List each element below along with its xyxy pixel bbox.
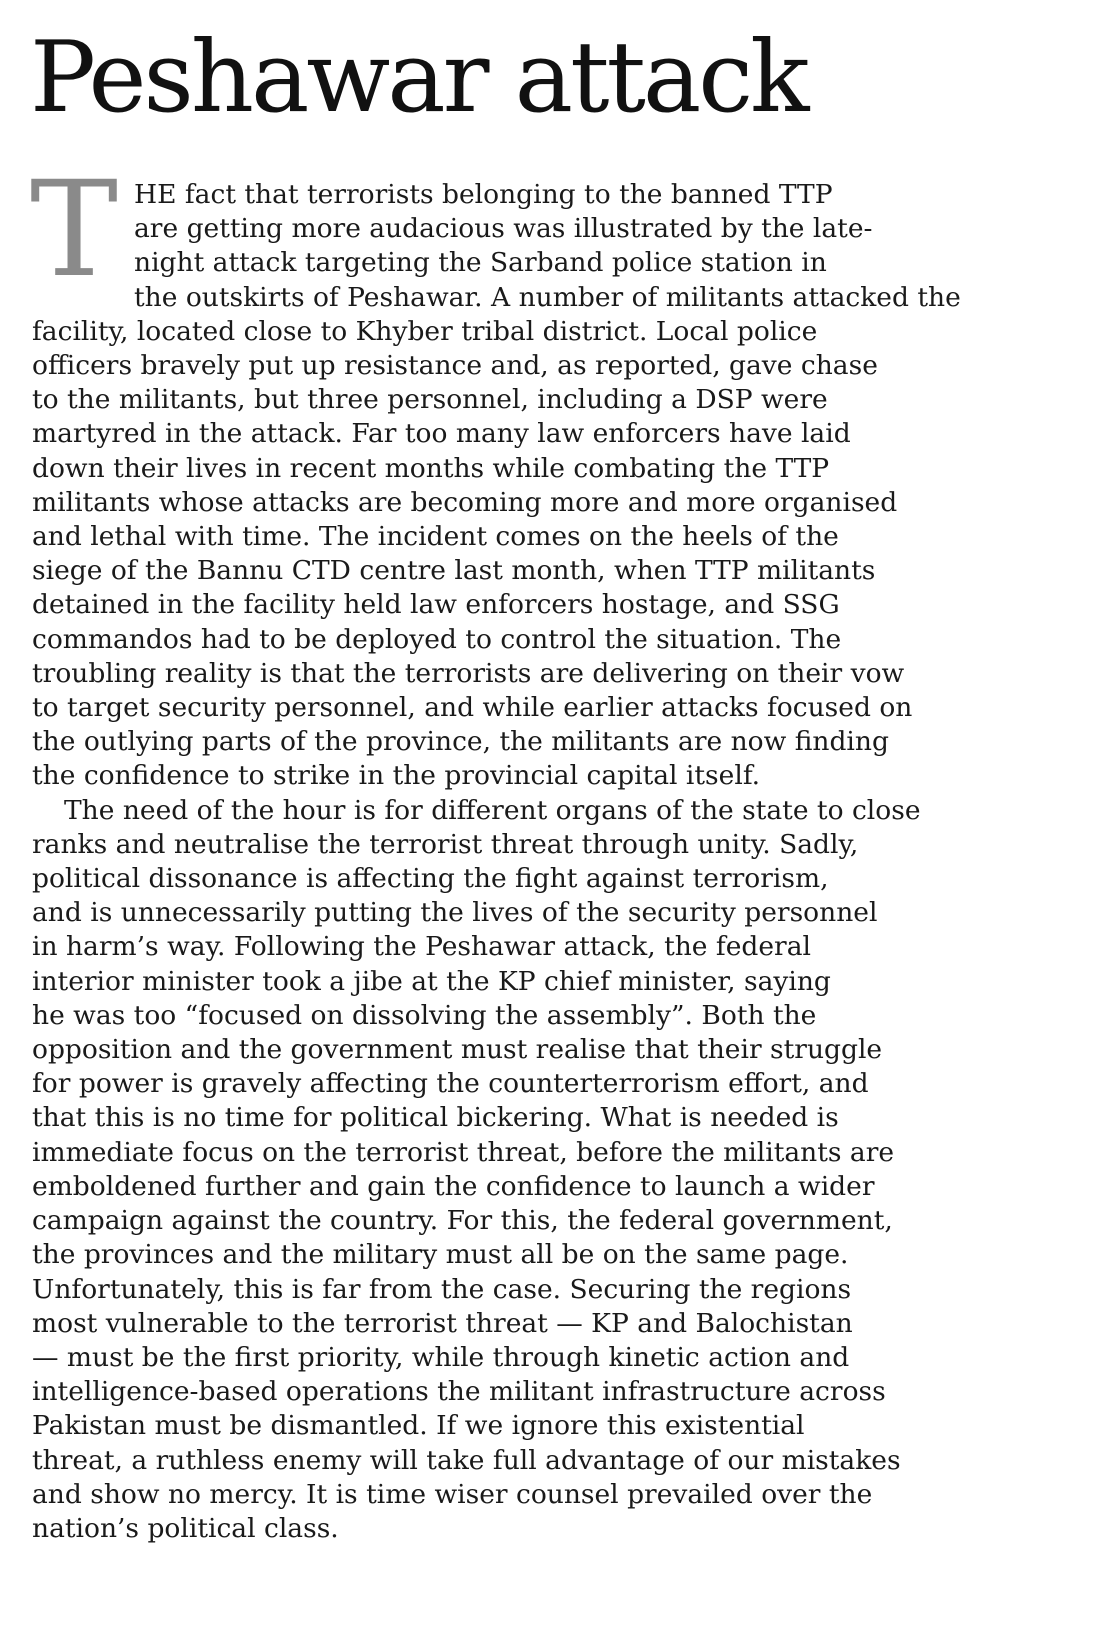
text-line: officers bravely put up resistance and, as reported, gave chase (32, 350, 878, 382)
text-line: nation’s political class. (32, 1512, 339, 1544)
text-line: in harm’s way. Following the Peshawar attack, the federal (32, 931, 811, 963)
article-body (30, 153, 1062, 1546)
text-line: interior minister took a jibe at the KP chief minister, saying (32, 965, 831, 997)
text-line: night attack targeting the Sarband police station in (134, 247, 827, 279)
text-line: martyred in the attack. Far too many law enforcers have laid (32, 418, 851, 450)
drop-cap: T (30, 153, 119, 307)
text-line: militants whose attacks are becoming more and more organised (32, 486, 898, 518)
text-line: Unfortunately, this is far from the case. Securing the regions (32, 1273, 852, 1305)
text-line: threat, a ruthless enemy will take full advantage of our mistakes (32, 1444, 901, 1476)
text-line: campaign against the country. For this, the federal government, (32, 1205, 893, 1237)
text-line: to target security personnel, and while earlier attacks focused on (32, 692, 913, 724)
headline: Peshawar attack (30, 21, 807, 135)
text-line: opposition and the government must realise that their struggle (32, 1034, 883, 1066)
text-line: The need of the hour is for different organs of the state to close (64, 794, 921, 826)
text-line: facility, located close to Khyber tribal district. Local police (32, 315, 818, 347)
text-line: siege of the Bannu CTD centre last month, when TTP militants (32, 555, 876, 587)
text-line: down their lives in recent months while combating the TTP (32, 452, 830, 484)
text-line: detained in the facility held law enforcers hostage, and SSG (32, 589, 840, 621)
text-line: are getting more audacious was illustrated by the late- (134, 213, 873, 245)
text-line: for power is gravely affecting the counterterrorism effort, and (32, 1068, 869, 1100)
text-line: to the militants, but three personnel, including a DSP were (32, 384, 828, 416)
text-line: HE fact that terrorists belonging to the banned TTP (134, 179, 833, 210)
text-line: most vulnerable to the terrorist threat — KP and Balochistan (32, 1307, 853, 1339)
text-line: the provinces and the military must all be on the same page. (32, 1239, 849, 1271)
text-line: the outlying parts of the province, the militants are now finding (32, 726, 889, 758)
text-line: ranks and neutralise the terrorist threat through unity. Sadly, (32, 828, 859, 860)
text-line: the outskirts of Peshawar. A number of militants attacked the (134, 281, 961, 313)
text-line: — must be the first priority, while through kinetic action and (32, 1341, 850, 1373)
text-line: he was too “focused on dissolving the assembly”. Both the (32, 999, 817, 1031)
text-line: and is unnecessarily putting the lives of the security personnel (32, 897, 878, 929)
text-line: political dissonance is affecting the fight against terrorism, (32, 863, 829, 895)
paragraph-2 (32, 794, 1062, 1546)
text-line: and show no mercy. It is time wiser counsel prevailed over the (32, 1478, 873, 1510)
text-line: Pakistan must be dismantled. If we ignore this existential (32, 1410, 805, 1442)
text-line: commandos had to be deployed to control the situation. The (32, 623, 842, 655)
text-line: the confidence to strike in the provincial capital itself. (32, 760, 761, 792)
text-line: that this is no time for political bickering. What is needed is (32, 1102, 839, 1134)
text-line: emboldened further and gain the confidence to launch a wider (32, 1170, 875, 1202)
text-line: intelligence-based operations the militant infrastructure across (32, 1376, 886, 1408)
text-line: immediate focus on the terrorist threat, before the militants are (32, 1136, 895, 1168)
text-line: troubling reality is that the terrorists are delivering on their vow (32, 657, 905, 689)
text-line: and lethal with time. The incident comes on the heels of the (32, 521, 839, 553)
paragraph-1 (30, 153, 1062, 794)
